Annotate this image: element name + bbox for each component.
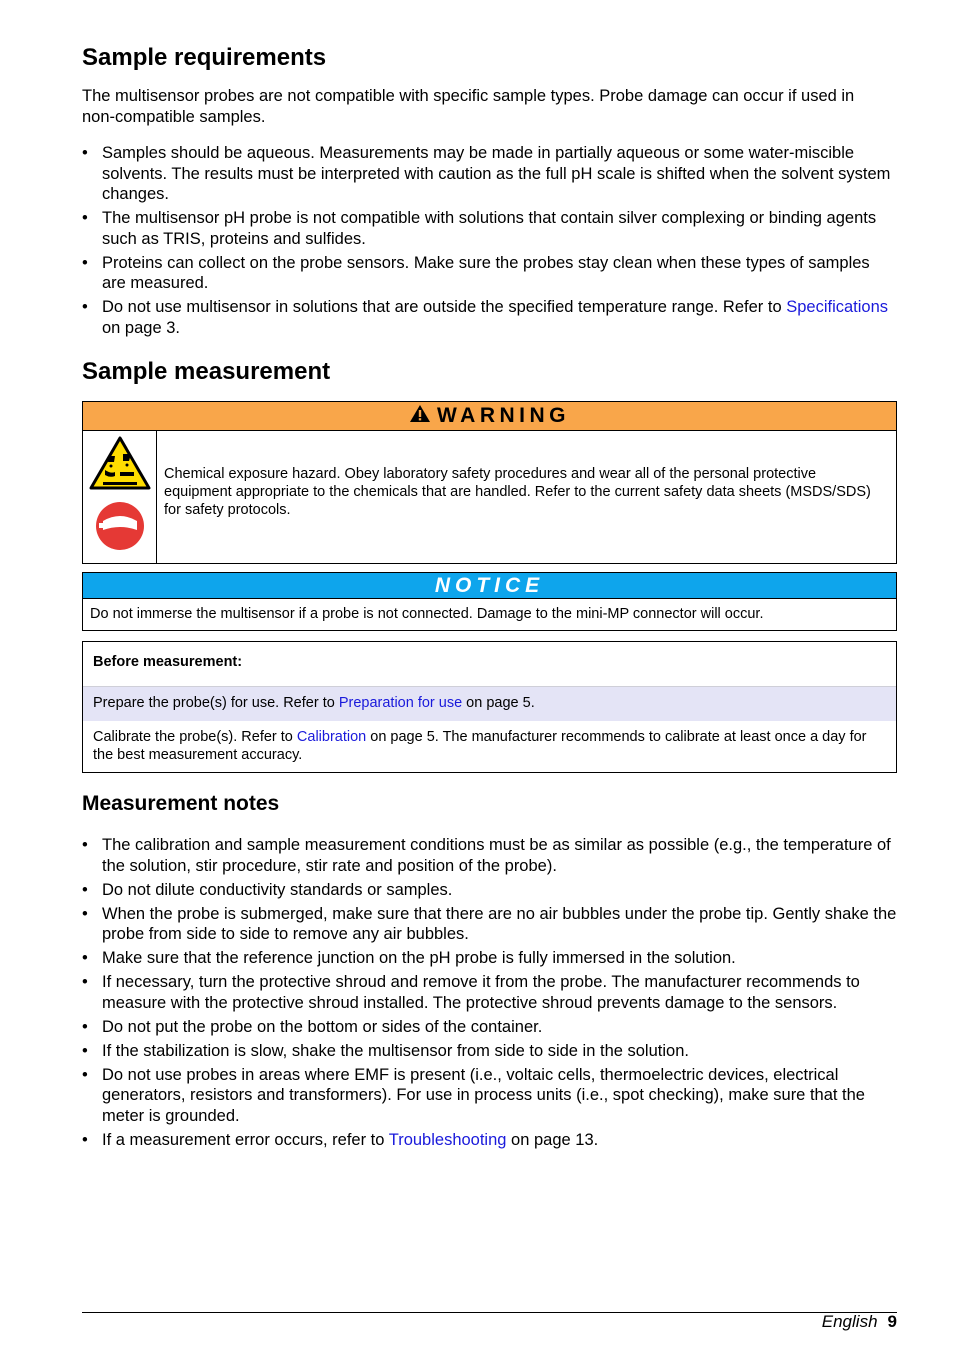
- notice-title: NOTICE: [434, 573, 545, 597]
- procedure-step: Calibrate the probe(s). Refer to Calibration on page 5. The manufacturer recommends to calibrate at least once a day for the best measurement accuracy.: [93, 729, 867, 763]
- list-item: • Do not use multisensor in solutions that are outside the specified temperature range. Refer to Specifications on page 3.: [82, 298, 889, 337]
- footer-divider: [82, 1312, 897, 1313]
- link-troubleshooting[interactable]: Troubleshooting: [388, 1130, 507, 1149]
- list-item: • If a measurement error occurs, refer to Troubleshooting on page 13.: [82, 1130, 599, 1149]
- section-heading-sample-measurement: Sample measurement: [82, 358, 331, 385]
- sample-requirements-intro: The multisensor probes are not compatible with specific sample types. Probe damage can occur if used in non-compatible samples.: [82, 87, 855, 126]
- warning-header: [83, 402, 896, 431]
- notice-text: Do not immerse the multisensor if a probe is not connected. Damage to the mini-MP connector will occur.: [90, 606, 764, 622]
- corrosive-hazard-icon: [89, 436, 151, 495]
- list-item: • Do not dilute conductivity standards or samples.: [82, 880, 453, 899]
- sample-requirements-list: [82, 143, 897, 342]
- notice-header: [83, 573, 896, 599]
- list-item: • Do not use probes in areas where EMF is present (i.e., voltaic cells, thermoelectric devices, electrical generators, resistors and transformers). For use in process units (i.e., spot checking), make sure that the meter is grounded.: [82, 1065, 865, 1125]
- list-item: • When the probe is submerged, make sure that there are no air bubbles under the probe tip. Gently shake the probe from side to side to remove any air bubbles.: [82, 904, 897, 943]
- footer-language: English: [821, 1312, 878, 1331]
- list-item: • Do not put the probe on the bottom or sides of the container.: [82, 1017, 543, 1036]
- link-specifications[interactable]: Specifications: [786, 298, 889, 316]
- warning-body: [83, 431, 896, 563]
- list-item: • The calibration and sample measurement conditions must be as similar as possible (e.g., the temperature of the solution, stir procedure, stir rate and position of the probe).: [82, 836, 891, 875]
- warning-text: Chemical exposure hazard. Obey laboratory safety procedures and wear all of the personal protective equipment appropriate to the chemicals that are handled. Refer to the current safety data sheets (MSDS/SDS) for safety protocols.: [164, 466, 871, 518]
- warning-title: WARNING: [437, 404, 570, 427]
- procedure-step: Prepare the probe(s) for use. Refer to Preparation for use on page 5.: [83, 687, 896, 721]
- warning-triangle-icon: [409, 404, 431, 428]
- page-footer: [822, 1312, 897, 1332]
- footer-page-number: 9: [887, 1312, 897, 1331]
- list-item: • Samples should be aqueous. Measurements may be made in partially aqueous or some water-miscible solvents. The results must be interpreted with caution as the full pH scale is shifted when the solvent system changes.: [82, 144, 891, 203]
- link-preparation-for-use[interactable]: Preparation for use: [338, 695, 463, 711]
- link-calibration[interactable]: Calibration: [296, 729, 367, 745]
- notice-box: [82, 572, 897, 631]
- warning-box: [82, 401, 897, 564]
- list-item: • Proteins can collect on the probe sensors. Make sure the probes stay clean when these types of samples are measured.: [82, 253, 870, 292]
- warning-icons: [83, 431, 157, 563]
- section-heading-sample-requirements: Sample requirements: [82, 44, 327, 71]
- list-item: • If necessary, turn the protective shroud and remove it from the probe. The manufacturer recommends to measure with the protective shroud installed. The protective shroud prevents damage to the sensors.: [82, 973, 860, 1012]
- section-heading-measurement-notes: Measurement notes: [82, 792, 280, 815]
- safety-goggles-icon: [95, 499, 145, 558]
- list-item: • If the stabilization is slow, shake the multisensor from side to side in the solution.: [82, 1041, 689, 1060]
- measurement-notes-list: [82, 835, 897, 1154]
- procedure-box: [82, 641, 897, 773]
- procedure-heading: Before measurement:: [83, 642, 896, 687]
- list-item: • The multisensor pH probe is not compatible with solutions that contain silver complexing or binding agents such as TRIS, proteins and sulfides.: [82, 209, 877, 248]
- list-item: • Make sure that the reference junction on the pH probe is fully immersed in the solution.: [82, 949, 736, 967]
